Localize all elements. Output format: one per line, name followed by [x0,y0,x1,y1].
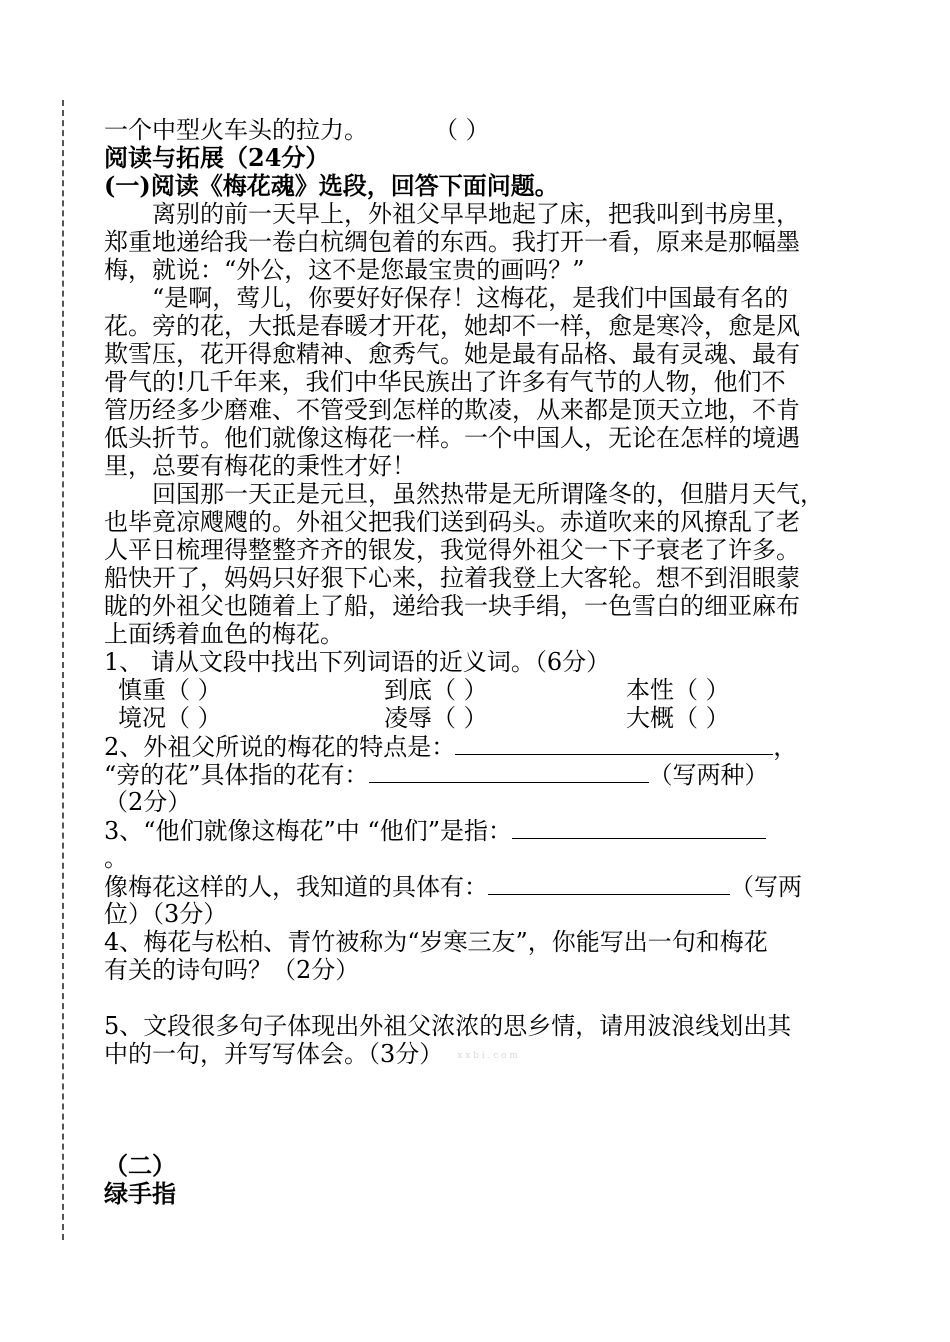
synonym-item[interactable]: 到底（ ） [384,676,488,704]
question-4-line-1: 4、梅花与松柏、青竹被称为“岁寒三友”，你能写出一句和梅花 [104,928,768,956]
passage-line: 船快开了，妈妈只好狠下心来，拉着我登上大客轮。想不到泪眼蒙 [104,564,800,592]
passage-line: 欺雪压，花开得愈精神、愈秀气。她是最有品格、最有灵魂、最有 [104,340,800,368]
passage-line: 里，总要有梅花的秉性才好！ [104,452,416,480]
synonym-item[interactable]: 慎重（ ） [118,676,222,704]
question-2-line-2: “旁的花”具体指的花有： （写两种） [104,761,769,789]
answer-blank[interactable] [512,816,766,839]
answer-blank[interactable] [369,760,649,783]
passage-line: 花。旁的花，大抵是春暖才开花，她却不一样，愈是寒冷，愈是风 [104,312,800,340]
synonym-item[interactable]: 境况（ ） [118,704,222,732]
watermark: x x b i . c o m [457,1050,518,1061]
binding-margin-line [62,100,64,1240]
part2-label: （二） [104,1151,176,1180]
passage-line: 管历经多少磨难、不管受到怎样的欺凌，从来都是顶天立地，不肯 [104,396,800,424]
previous-question-end: 一个中型火车头的拉力。 （ ） [104,116,490,144]
synonym-item[interactable]: 本性（ ） [626,676,730,704]
synonym-item[interactable]: 大概（ ） [626,704,730,732]
passage-line: 也毕竟凉飕飕的。外祖父把我们送到码头。赤道吹来的风撩乱了老 [104,508,800,536]
synonym-item[interactable]: 凌辱（ ） [384,704,488,732]
question-1-label: 1、 请从文段中找出下列词语的近义词。（6分） [104,648,611,676]
passage-line: “是啊，莺儿，你要好好保存！这梅花，是我们中国最有名的 [152,284,789,312]
answer-space[interactable] [104,1068,864,1124]
question-3-line-2: 。 [104,844,128,872]
answer-parentheses[interactable]: （ ） [434,116,490,144]
passage-line: 上面绣着血色的梅花。 [104,620,344,648]
passage-line: 梅，就说：“外公，这不是您最宝贵的画吗？” [104,256,585,284]
question-3-line-3: 像梅花这样的人，我知道的具体有： （写两 [104,873,802,901]
part1-heading: (一)阅读《梅花魂》选段，回答下面问题。 [104,171,559,200]
reading-passage [104,200,864,648]
answer-space[interactable] [104,1124,864,1152]
section-heading: 阅读与拓展（24分） [104,143,330,172]
passage-line: 低头折节。他们就像这梅花一样。一个中国人，无论在怎样的境遇 [104,424,800,452]
answer-space[interactable] [104,984,864,1012]
passage-line: 郑重地递给我一卷白杭绸包着的东西。我打开一看，原来是那幅墨 [104,228,800,256]
question-3-line-1: 3、“他们就像这梅花”中 “他们”是指： [104,816,864,844]
synonym-row-1 [104,676,864,704]
passage-line: 骨气的!几千年来，我们中华民族出了许多有气节的人物，他们不 [104,368,786,396]
synonym-row-2 [104,704,864,732]
question-2-line-1: 2、外祖父所说的梅花的特点是： ， [104,733,798,761]
question-4-line-2: 有关的诗句吗？（2分） [104,956,360,984]
part2-title: 绿手指 [104,1179,176,1208]
answer-blank[interactable] [455,732,773,755]
question-2-line-3: （2分） [104,788,192,816]
answer-blank[interactable] [488,872,730,895]
question-3-line-4: 位）（3分） [104,900,228,928]
question-5-line-2: 中的一句，并写写体会。（3分） x x b i . c o m [104,1040,518,1068]
passage-line: 回国那一天正是元旦，虽然热带是无所谓隆冬的，但腊月天气， [152,480,824,508]
passage-line: 眬的外祖父也随着上了船，递给我一块手绢，一色雪白的细亚麻布 [104,592,800,620]
passage-line: 离别的前一天早上，外祖父早早地起了床，把我叫到书房里， [152,200,800,228]
passage-line: 人平日梳理得整整齐齐的银发，我觉得外祖父一下子衰老了许多。 [104,536,800,564]
question-5-line-1: 5、文段很多句子体现出外祖父浓浓的思乡情，请用波浪线划出其 [104,1012,792,1040]
exam-page [104,116,864,1208]
